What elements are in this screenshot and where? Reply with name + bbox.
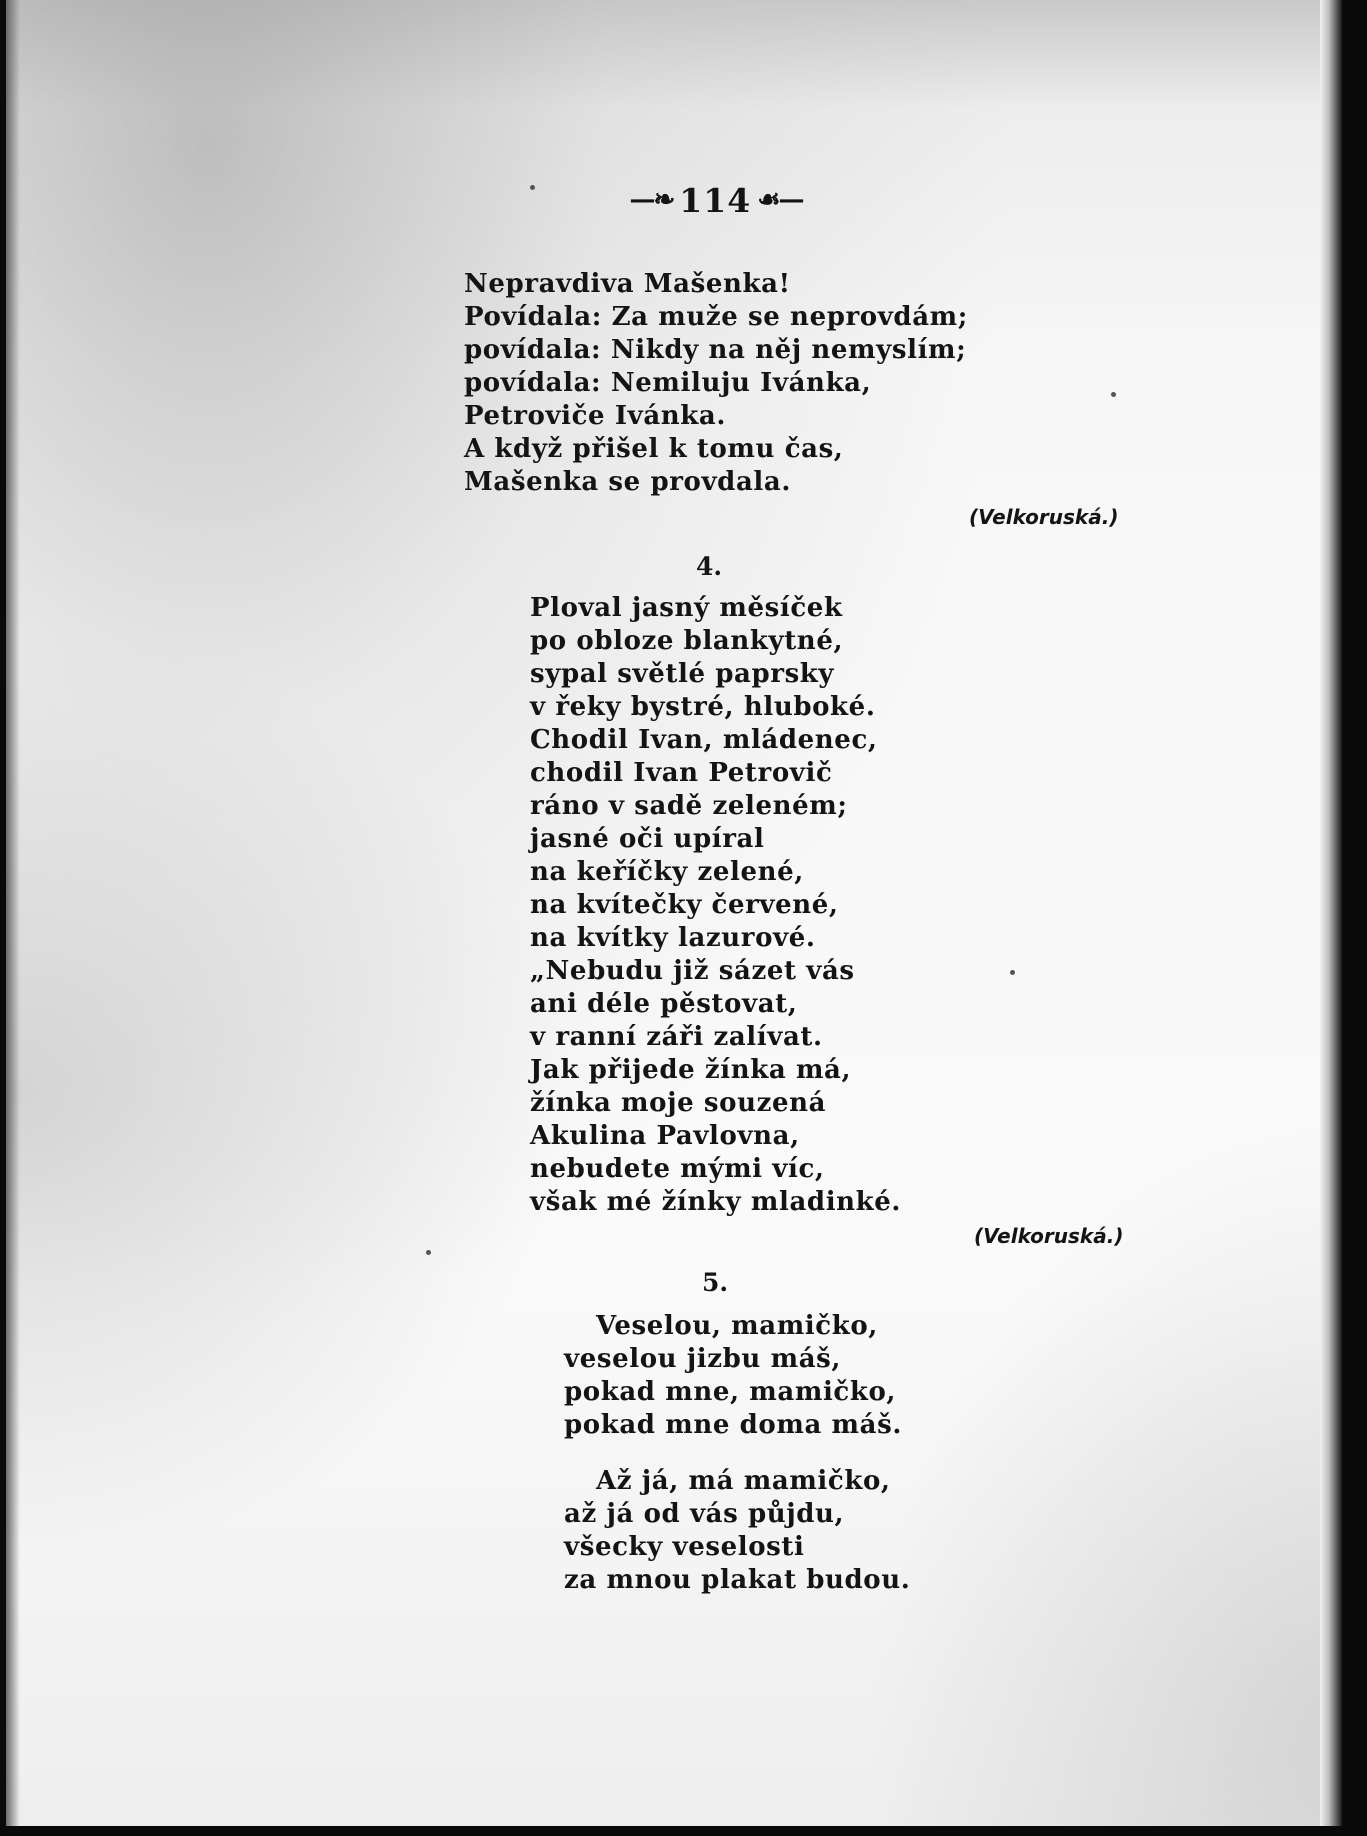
poem-line: Akulina Pavlovna, (530, 1121, 800, 1151)
poem-line: Veselou, mamičko, (596, 1311, 878, 1341)
poem-line: Petroviče Ivánka. (464, 401, 726, 431)
poem-line: Mašenka se provdala. (464, 467, 791, 497)
poem-line: všecky veselosti (564, 1532, 805, 1562)
poem-line: až já od vás půjdu, (564, 1499, 845, 1529)
poem-line: za mnou plakat budou. (564, 1565, 911, 1595)
poem-line: „Nebudu již sázet vás (530, 956, 855, 986)
poem-line: na kvítky lazurové. (530, 923, 816, 953)
page-shadow-right (1320, 0, 1342, 1826)
poem-line: povídala: Nemiluju Ivánka, (464, 368, 872, 398)
page-header (586, 170, 846, 230)
poem-attribution: (Velkoruská.) (969, 505, 1119, 529)
poem-line: Jak přijede žínka má, (530, 1055, 852, 1085)
poem-line: Nepravdiva Mašenka! (464, 269, 791, 299)
poem-line: jasné oči upíral (530, 824, 765, 854)
poem-line: nebudete mými víc, (530, 1154, 825, 1184)
dust-speck (1111, 392, 1116, 397)
poem-line: Ploval jasný měsíček (530, 593, 843, 623)
poem-line: Až já, má mamičko, (596, 1466, 891, 1496)
header-ornament-left: —❧ (629, 185, 674, 215)
poem-line: však mé žínky mladinké. (530, 1187, 902, 1217)
poem-number: 5. (702, 1268, 729, 1297)
poem-line: ráno v sadě zeleném; (530, 791, 848, 821)
poem-line: žínka moje souzená (530, 1088, 827, 1118)
poem-line: ani déle pěstovat, (530, 989, 798, 1019)
page-number: 114 (679, 180, 752, 220)
book-page (6, 0, 1342, 1826)
dust-speck (530, 185, 535, 190)
dust-speck (426, 1250, 431, 1255)
poem-line: veselou jizbu máš, (564, 1344, 842, 1374)
poem-line: Povídala: Za muže se neprovdám; (464, 302, 968, 332)
poem-line: pokad mne doma máš. (564, 1410, 902, 1440)
dust-speck (1010, 970, 1015, 975)
poem-number: 4. (696, 552, 723, 581)
poem-line: na kvítečky červené, (530, 890, 839, 920)
poem-line: v ranní záři zalívat. (530, 1022, 823, 1052)
poem-line: Chodil Ivan, mládenec, (530, 725, 878, 755)
poem-line: chodil Ivan Petrovič (530, 758, 833, 788)
poem-line: sypal světlé paprsky (530, 659, 835, 689)
poem-attribution: (Velkoruská.) (974, 1224, 1124, 1248)
poem-line: povídala: Nikdy na něj nemyslím; (464, 335, 967, 365)
poem-line: A když přišel k tomu čas, (464, 434, 844, 464)
poem-line: po obloze blankytné, (530, 626, 844, 656)
poem-line: pokad mne, mamičko, (564, 1377, 897, 1407)
poem-line: v řeky bystré, hluboké. (530, 692, 876, 722)
header-ornament-right: ☙— (757, 185, 803, 215)
poem-line: na keříčky zelené, (530, 857, 804, 887)
page-shadow-left (6, 0, 20, 1826)
